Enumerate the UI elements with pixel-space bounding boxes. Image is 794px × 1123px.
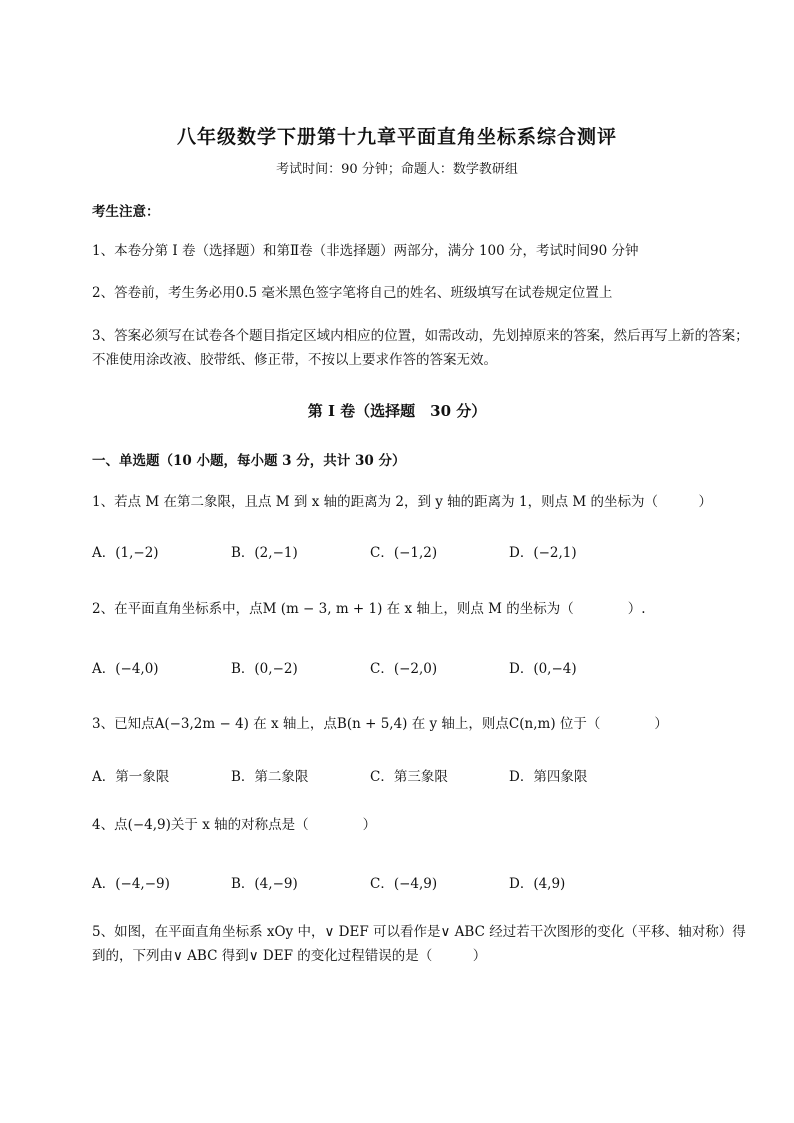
notice-item: 2、答卷前，考生务必用0.5 毫米黑色签字笔将自己的姓名、班级填写在试卷规定位置上 bbox=[92, 285, 613, 301]
option-d: D．(4,9) bbox=[509, 876, 566, 892]
option-b: B．(0,−2) bbox=[231, 661, 298, 677]
option-d: D．(0,−4) bbox=[509, 661, 577, 677]
part-title: 第 I 卷（选择题 30 分） bbox=[307, 402, 487, 420]
notice-item: 1、本卷分第 I 卷（选择题）和第Ⅱ卷（非选择题）两部分，满分 100 分，考试时间90 分钟 bbox=[92, 243, 639, 259]
notice-heading: 考生注意： bbox=[92, 204, 160, 220]
question-stem: 5、如图，在平面直角坐标系 xOy 中，∨ DEF 可以看作是∨ ABC 经过若干次图形的变化（平移、轴对称）得到的，下列由∨ ABC 得到∨ DEF 的变化过程错误的是（ ） bbox=[92, 924, 746, 964]
question-stem: 2、在平面直角坐标系中，点M (m − 3, m + 1) 在 x 轴上，则点 M 的坐标为（ ）. bbox=[92, 601, 646, 617]
option-b: B．(2,−1) bbox=[231, 545, 298, 561]
question-stem: 1、若点 M 在第二象限，且点 M 到 x 轴的距离为 2，到 y 轴的距离为 1，则点 M 的坐标为（ ） bbox=[92, 494, 712, 510]
option-d: D．第四象限 bbox=[509, 769, 588, 785]
option-c: C．第三象限 bbox=[370, 769, 448, 785]
section-heading: 一、单选题（10 小题，每小题 3 分，共计 30 分） bbox=[92, 453, 406, 469]
option-c: C．(−1,2) bbox=[370, 545, 438, 561]
option-c: C．(−4,9) bbox=[370, 876, 438, 892]
option-c: C．(−2,0) bbox=[370, 661, 438, 677]
option-a: A．第一象限 bbox=[92, 769, 170, 785]
exam-info: 考试时间：90 分钟；命题人：数学教研组 bbox=[276, 162, 518, 177]
option-a: A．(−4,0) bbox=[92, 661, 159, 677]
notice-item: 3、答案必须写在试卷各个题目指定区域内相应的位置，如需改动，先划掉原来的答案，然后再写上新的答案；不准使用涂改液、胶带纸、修正带，不按以上要求作答的答案无效。 bbox=[92, 328, 749, 368]
page-title: 八年级数学下册第十九章平面直角坐标系综合测评 bbox=[176, 126, 617, 148]
question-stem: 4、点(−4,9)关于 x 轴的对称点是（ ） bbox=[92, 817, 377, 833]
option-a: A．(−4,−9) bbox=[92, 876, 170, 892]
question-stem: 3、已知点A(−3,2m − 4) 在 x 轴上，点B(n + 5,4) 在 y 轴上，则点C(n,m) 位于（ ） bbox=[92, 716, 668, 732]
option-b: B．(4,−9) bbox=[231, 876, 298, 892]
option-a: A．(1,−2) bbox=[92, 545, 159, 561]
option-b: B．第二象限 bbox=[231, 769, 309, 785]
option-d: D．(−2,1) bbox=[509, 545, 577, 561]
